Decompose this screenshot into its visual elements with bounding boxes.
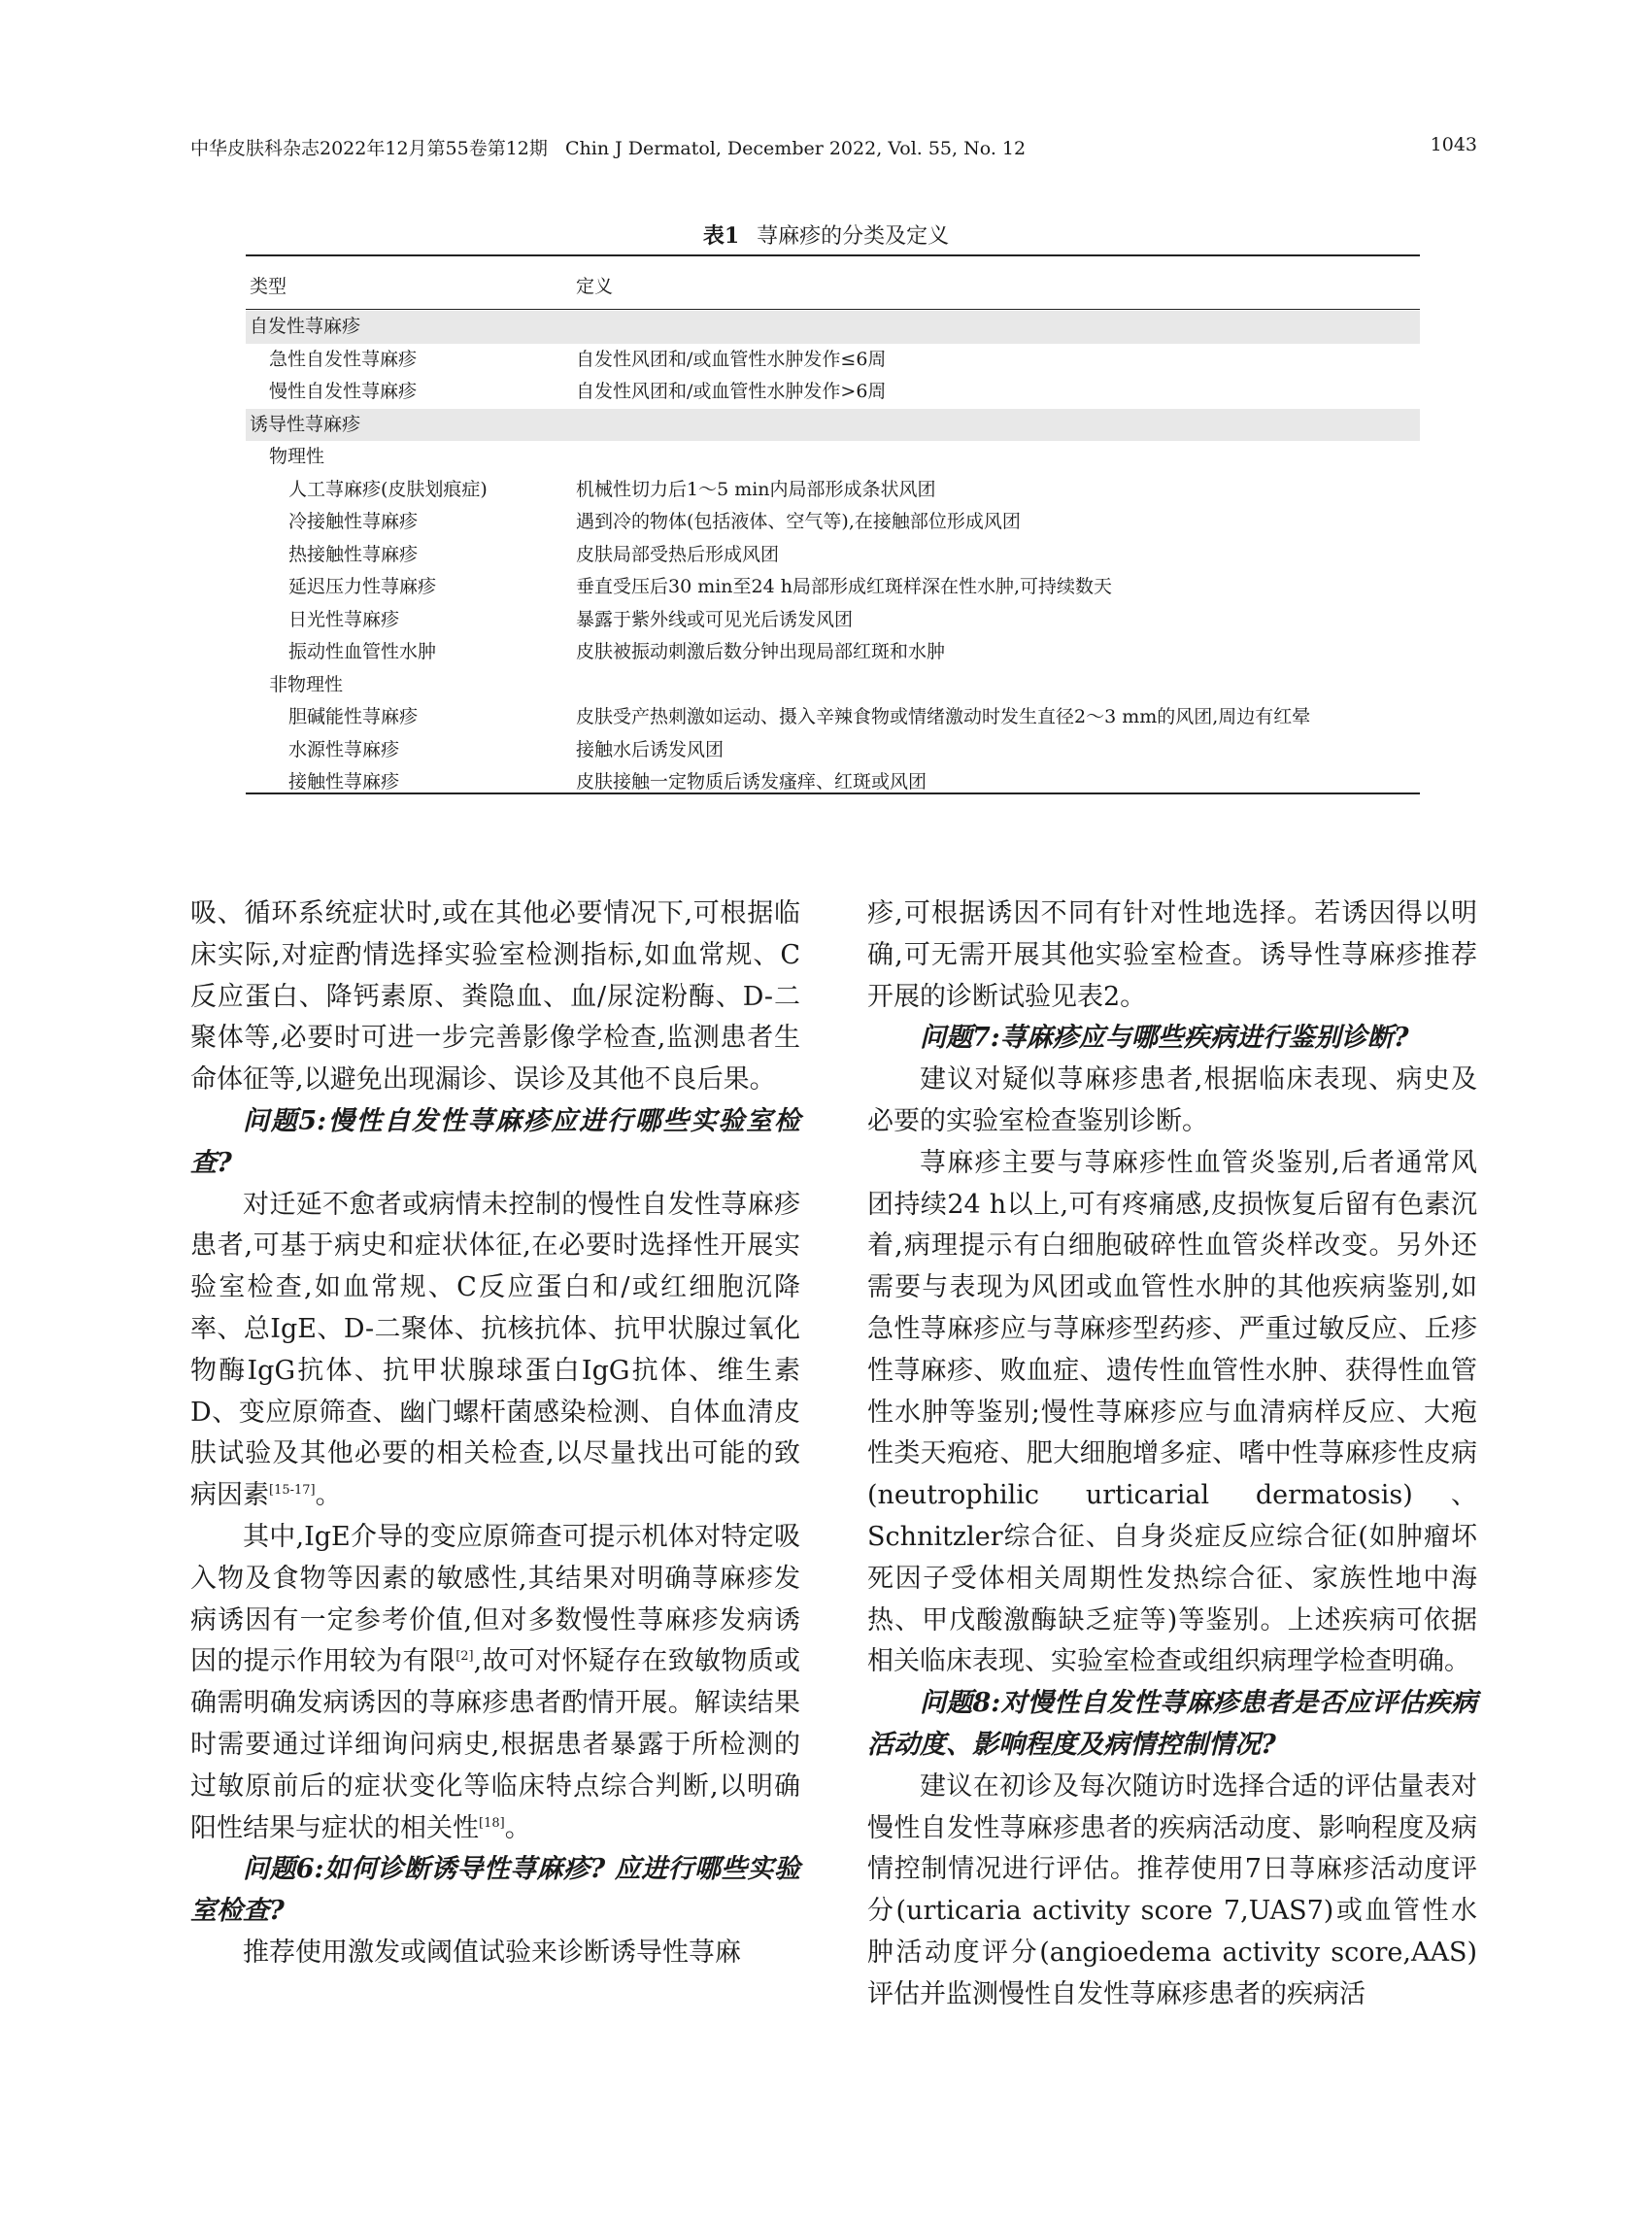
table-row [246, 669, 1420, 702]
table-row [246, 474, 1420, 507]
paragraph: 建议对疑似荨麻疹患者,根据临床表现、病史及必要的实验室检查鉴别诊断。 [867, 1064, 1477, 1136]
cell-definition: 皮肤接触一定物质后诱发瘙痒、红斑或风团 [576, 771, 927, 792]
left-column [190, 893, 800, 1974]
cell-definition: 自发性风团和/或血管性水肿发作>6周 [576, 381, 887, 402]
table-row [246, 604, 1420, 637]
cell-definition: 接触水后诱发风团 [576, 738, 725, 760]
table-top-rule [246, 254, 1420, 256]
table-row [246, 409, 1420, 442]
header-type: 类型 [250, 276, 287, 297]
paragraph [190, 1185, 800, 1517]
cell-definition: 皮肤受产热刺激如运动、摄入辛辣食物或情绪激动时发生直径2～3 mm的风团,周边有红晕 [576, 706, 1311, 727]
cell-type: 接触性荨麻疹 [288, 771, 400, 792]
paragraph-end: 。 [315, 1480, 342, 1511]
header-definition: 定义 [576, 276, 614, 297]
table-row [246, 506, 1420, 539]
paragraph-text: 对迁延不愈者或病情未控制的慢性自发性荨麻疹患者,可基于病史和症状体征,在必要时选择性开展实验室检查,如血常规、C反应蛋白和/或红细胞沉降率、总IgE、D-二聚体、抗核抗体、抗甲状腺过氧化物酶IgG抗体、抗甲状腺球蛋白IgG抗体、维生素D、变应原筛查、幽门螺杆菌感染检测、自体血清皮肤试验及其他必要的相关检查,以尽量找出可能的致病因素 [190, 1189, 800, 1511]
paragraph: 建议在初诊及每次随访时选择合适的评估量表对慢性自发性荨麻疹患者的疾病活动度、影响程度及病情控制情况进行评估。推荐使用7日荨麻疹活动度评分(urticaria activity score 7,UAS7)或血管性水肿活动度评分(angioedema activity score,AAS)评估并监测慢性自发性荨麻疹患者的疾病活 [867, 1770, 1477, 2009]
cell-type: 慢性自发性荨麻疹 [269, 381, 418, 402]
right-column [867, 893, 1477, 2016]
cell-type: 热接触性荨麻疹 [288, 543, 419, 565]
cell-type: 物理性 [269, 446, 325, 467]
table-row [246, 701, 1420, 734]
cell-type: 日光性荨麻疹 [288, 608, 400, 630]
cell-type: 水源性荨麻疹 [288, 738, 400, 760]
journal-citation [190, 134, 1026, 160]
cell-definition: 垂直受压后30 min至24 h局部形成红斑样深在性水肿,可持续数天 [576, 576, 1113, 597]
cell-type: 胆碱能性荨麻疹 [288, 706, 419, 727]
cell-definition: 机械性切力后1～5 min内局部形成条状风团 [576, 478, 936, 500]
journal-en: Chin J Dermatol, December 2022, Vol. 55, No. 12 [565, 138, 1027, 159]
question-heading: 问题8:对慢性自发性荨麻疹患者是否应评估疾病活动度、影响程度及病情控制情况? [867, 1688, 1477, 1760]
cell-definition: 皮肤局部受热后形成风团 [576, 543, 780, 565]
citation: [2] [455, 1649, 474, 1665]
cell-definition: 遇到冷的物体(包括液体、空气等),在接触部位形成风团 [576, 511, 1021, 532]
cell-type: 自发性荨麻疹 [250, 316, 361, 337]
question-heading: 问题5:慢性自发性荨麻疹应进行哪些实验室检查? [190, 1105, 800, 1178]
table-label: 表1 [702, 223, 740, 249]
cell-type: 振动性血管性水肿 [288, 641, 437, 662]
table-bottom-rule [246, 792, 1420, 794]
table-row [246, 441, 1420, 474]
question-heading: 问题7:荨麻疹应与哪些疾病进行鉴别诊断? [920, 1023, 1409, 1054]
cell-type: 非物理性 [269, 673, 344, 695]
table-row [246, 539, 1420, 572]
table-row [246, 311, 1420, 344]
paragraph: 荨麻疹主要与荨麻疹性血管炎鉴别,后者通常风团持续24 h以上,可有疼痛感,皮损恢复后留有色素沉着,病理提示有白细胞破碎性血管炎样改变。另外还需要与表现为风团或血管性水肿的其他疾病鉴别,如急性荨麻疹应与荨麻疹型药疹、严重过敏反应、丘疹性荨麻疹、败血症、遗传性血管性水肿、获得性血管性水肿等鉴别;慢性荨麻疹应与血清病样反应、大疱性类天疱疮、肥大细胞增多症、嗜中性荨麻疹性皮病(neutrophilic urticarial dermatosis)、Schnitzler综合征、自身炎症反应综合征(如肿瘤坏死因子受体相关周期性发热综合征、家族性地中海热、甲戊酸激酶缺乏症等)等鉴别。上述疾病可依据相关临床表现、实验室检查或组织病理学检查明确。 [867, 1147, 1477, 1677]
page-number: 1043 [1430, 134, 1477, 155]
journal-cn: 中华皮肤科杂志2022年12月第55卷第12期 [190, 138, 548, 159]
cell-type: 诱导性荨麻疹 [250, 413, 361, 435]
cell-definition: 暴露于紫外线或可见光后诱发风团 [576, 608, 854, 630]
paragraph-text: ,故可对怀疑存在致敏物质或确需明确发病诱因的荨麻疹患者酌情开展。解读结果时需要通过详细询问病史,根据患者暴露于所检测的过敏原前后的症状变化等临床特点综合判断,以明确阳性结果与症状的相关性 [190, 1646, 801, 1843]
paragraph: 推荐使用激发或阈值试验来诊断诱导性荨麻 [243, 1937, 741, 1968]
table-title: 荨麻疹的分类及定义 [757, 224, 950, 249]
paragraph: 吸、循环系统症状时,或在其他必要情况下,可根据临床实际,对症酌情选择实验室检测指标,如血常规、C反应蛋白、降钙素原、粪隐血、血/尿淀粉酶、D-二聚体等,必要时可进一步完善影像学检查,监测患者生命体征等,以避免出现漏诊、误诊及其他不良后果。 [190, 898, 800, 1096]
table-row [246, 734, 1420, 767]
table-header-rule [246, 309, 1420, 310]
table-row [246, 636, 1420, 669]
paragraph-end: 。 [504, 1812, 531, 1843]
table-body [246, 311, 1420, 799]
cell-type: 人工荨麻疹(皮肤划痕症) [288, 478, 488, 500]
cell-type: 延迟压力性荨麻疹 [288, 576, 437, 597]
running-header [190, 134, 1477, 163]
cell-definition: 皮肤被振动刺激后数分钟出现局部红斑和水肿 [576, 641, 946, 662]
cell-definition: 自发性风团和/或血管性水肿发作≤6周 [576, 348, 887, 370]
paragraph: 疹,可根据诱因不同有针对性地选择。若诱因得以明确,可无需开展其他实验室检查。诱导性荨麻疹推荐开展的诊断试验见表2。 [867, 898, 1477, 1012]
table-header [246, 262, 1420, 301]
table-row [246, 571, 1420, 604]
cell-type: 急性自发性荨麻疹 [269, 348, 418, 370]
citation: [18] [479, 1815, 505, 1831]
table-row [246, 376, 1420, 409]
table-row [246, 344, 1420, 377]
question-heading: 问题6:如何诊断诱导性荨麻疹? 应进行哪些实验室检查? [190, 1854, 800, 1927]
cell-type: 冷接触性荨麻疹 [288, 511, 419, 532]
paragraph [190, 1517, 800, 1849]
table-caption [0, 219, 1652, 250]
citation: [15-17] [269, 1483, 316, 1499]
paragraph-text: 其中,IgE介导的变应原筛查可提示机体对特定吸入物及食物等因素的敏感性,其结果对明确荨麻疹发病诱因有一定参考价值,但对多数慢性荨麻疹发病诱因的提示作用较为有限 [190, 1521, 800, 1677]
